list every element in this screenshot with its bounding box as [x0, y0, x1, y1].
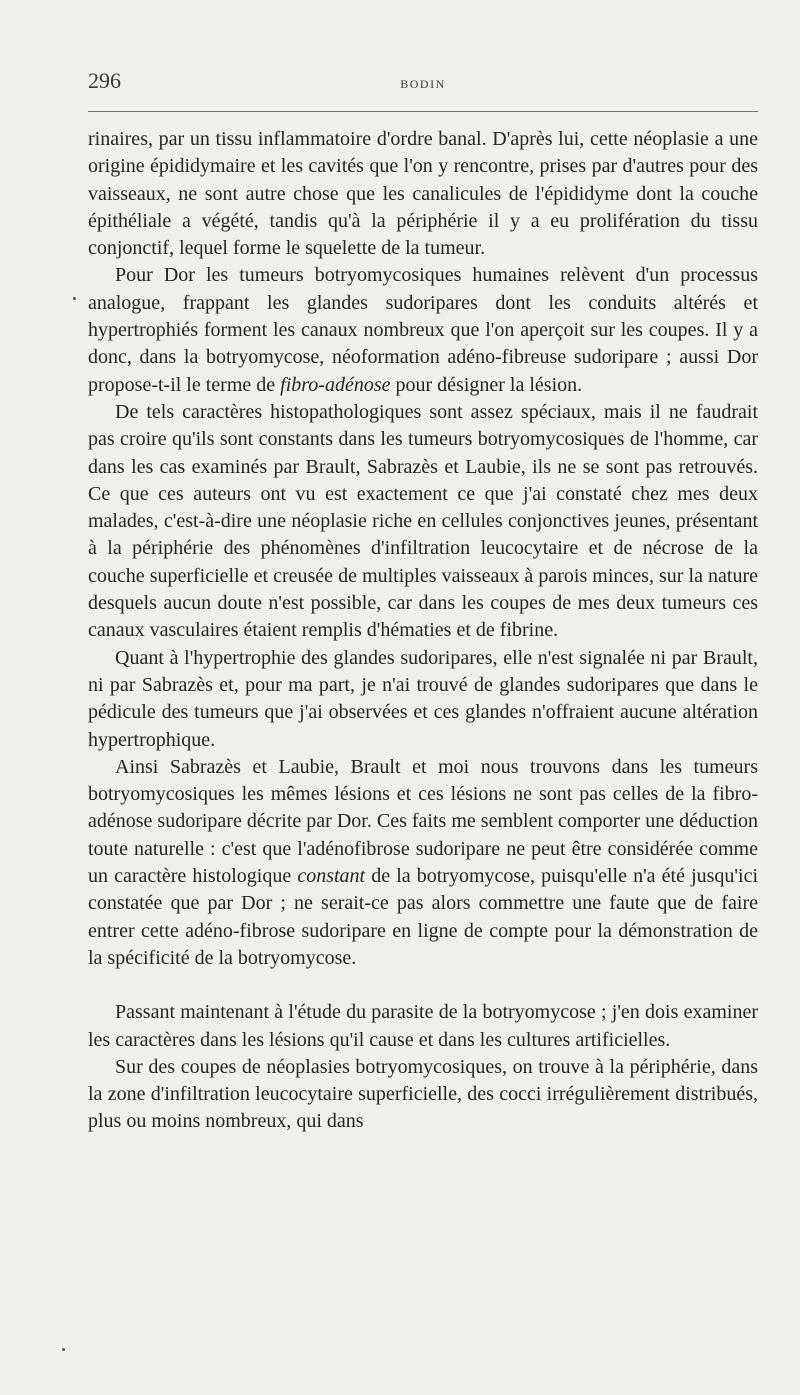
paragraph-1: rinaires, par un tissu inflammatoire d'ordre banal. D'après lui, cette néoplasie a une origine épididymaire et les cavités que l'on y rencontre, prises par d'autres pour des vaisseaux, ne sont autre chose que les canalicules de l'épididyme dont la couche épithéliale a végété, tandis qu'à la périphérie il y a eu prolifération du tissu conjonctif, lequel forme le squelette de la tumeur. — [88, 128, 758, 260]
running-head: BODIN — [400, 77, 446, 91]
paper-speck — [62, 1348, 65, 1351]
page-header — [88, 68, 758, 108]
paragraph-2-text-after: pour désigner la lésion. — [390, 373, 583, 396]
paragraph-6: Passant maintenant à l'étude du parasite de la botryomycose ; j'en dois examiner les caractères dans les lésions qu'il cause et dans les cultures artificielles. — [88, 1001, 758, 1051]
paragraph-7: Sur des coupes de néoplasies botryomycosiques, on trouve à la périphérie, dans la zone d'infiltration leucocytaire superficielle, des cocci irrégulièrement distribués, plus ou moins nombreux, qui dans — [88, 1055, 758, 1133]
paragraph-5-text-after: de la botryomycose, puisqu'elle n'a été jusqu'ici constatée que par Dor ; ne serait-ce pas alors commettre une faute que de faire entrer cette adéno-fibrose sudoripare en ligne de compte pour la démonstration de la spécificité de la botryomycose. — [88, 865, 759, 969]
paragraph-5-italic-term: constant — [297, 865, 366, 888]
header-rule — [88, 111, 758, 112]
paragraph-2-text-before: Pour Dor les tumeurs botryomycosiques humaines relèvent d'un processus analogue, frappant les glandes sudoripares dont les conduits altérés et hypertrophiés forment les canaux nombreux que l'on aperçoit sur les coupes. Il y a donc, dans la botryomycose, néoformation adéno-fibreuse sudoripare ; aussi Dor propose-t-il le terme de — [88, 264, 758, 396]
paragraph-3: De tels caractères histopathologiques sont assez spéciaux, mais il ne faudrait pas croire qu'ils sont constants dans les tumeurs botryomycosiques de l'homme, car dans les cas examinés par Brault, Sabrazès et Laubie, ils ne se sont pas retrouvés. Ce que ces auteurs ont vu est exactement ce que j'ai constaté chez mes deux malades, c'est-à-dire une néoplasie riche en cellules conjonctives jeunes, présentant à la périphérie des phénomènes d'infiltration leucocytaire et de nécrose de la couche superficielle et creusée de multiples vaisseaux à parois minces, sur la nature desquels aucun doute n'est possible, car dans les coupes de mes deux tumeurs ces canaux vasculaires étaient remplis d'hématies et de fibrine. — [88, 400, 758, 642]
paragraph-5 — [88, 754, 758, 972]
paper-speck — [73, 297, 76, 300]
paragraph-4: Quant à l'hypertrophie des glandes sudoripares, elle n'est signalée ni par Brault, ni par Sabrazès et, pour ma part, je n'ai trouvé de glandes sudoripares que dans le pédicule des tumeurs que j'ai observées et ces glandes n'offraient aucune altération hypertrophique. — [88, 646, 758, 751]
paragraph-2 — [88, 262, 758, 398]
body-text — [88, 126, 758, 1136]
paragraph-2-italic-term: fibro-adénose — [280, 373, 391, 396]
paragraph-5-text-before: Ainsi Sabrazès et Laubie, Brault et moi nous trouvons dans les tumeurs botryomycosiques les mêmes lésions et ces lésions ne sont pas celles de la fibro-adénose sudoripare décrite par Dor. Ces faits me semblent comporter une déduction toute naturelle : c'est que l'adénofibrose sudoripare ne peut être considérée comme un caractère histologique — [88, 755, 758, 888]
page-number: 296 — [88, 68, 121, 93]
